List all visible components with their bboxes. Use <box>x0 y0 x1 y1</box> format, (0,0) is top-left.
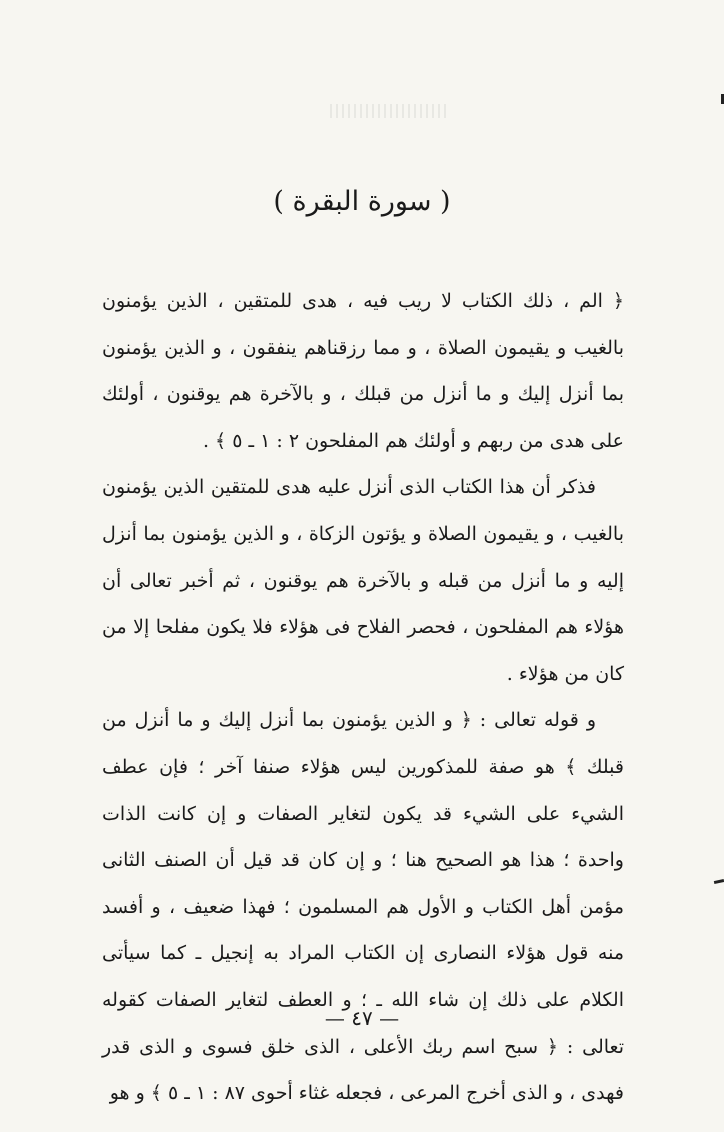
paragraph-verse: ﴿ الم ، ذلك الكتاب لا ريب فيه ، هدى للمتقين ، الذين يؤمنون بالغيب و يقيمون الصلاة ، و مما رزقناهم ينفقون ، و الذين يؤمنون بما أنزل إليك و ما أنزل من قبلك ، و بالآخرة هم يوقنون ، أولئك على هدى من ربهم و أولئك هم المفلحون ٢ : ١ ـ ٥ ﴾ . <box>102 290 624 452</box>
page-number: — ٤٧ — <box>324 1006 400 1030</box>
body-text <box>102 278 624 1117</box>
scan-artifact <box>330 104 450 118</box>
paragraph-commentary-2: و قوله تعالى : ﴿ و الذين يؤمنون بما أنزل إليك و ما أنزل من قبلك ﴾ هو صفة للمذكورين ليس هؤلاء صنفا آخر ؛ فإن عطف الشيء على الشيء قد يكون لتغاير الصفات و إن كانت الذات واحدة ؛ هذا هو الصحيح هنا ؛ و إن كان قد قيل أن الصنف الثانى مؤمن أهل الكتاب و الأول هم المسلمون ؛ فهذا ضعيف ، و أفسد منه قول هؤلاء النصارى إن الكتاب المراد به إنجيل ـ كما سيأتى الكلام على ذلك إن شاء الله ـ ؛ و العطف لتغاير الصفات كقوله تعالى : ﴿ سبح اسم ربك الأعلى ، الذى خلق فسوى و الذى قدر فهدى ، و الذى أخرج المرعى ، فجعله غثاء أحوى ٨٧ : ١ ـ ٥ ﴾ و هو <box>102 709 624 1105</box>
paragraph-commentary-1: فذكر أن هذا الكتاب الذى أنزل عليه هدى للمتقين الذين يؤمنون بالغيب ، و يقيمون الصلاة و يؤتون الزكاة ، و الذين يؤمنون بما أنزل إليه و ما أنزل من قبله و بالآخرة هم يوقنون ، ثم أخبر تعالى أن هؤلاء هم المفلحون ، فحصر الفلاح فى هؤلاء فلا يكون مفلحا إلا من كان من هؤلاء . <box>102 476 624 685</box>
surah-title: ( سورة البقرة ) <box>273 186 451 217</box>
scan-edge-mark <box>714 879 724 884</box>
